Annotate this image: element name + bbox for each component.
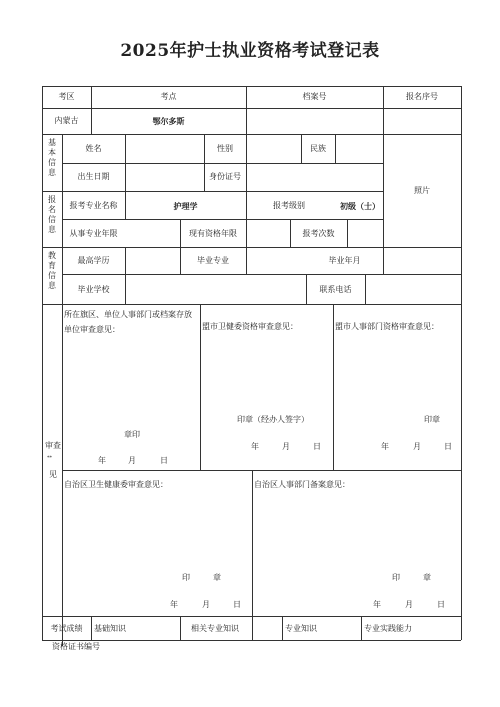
region-health-day: 日 [233,600,241,609]
hr-year: 年 [381,442,389,451]
gender-label: 性别 [217,144,233,153]
grad-major-label: 毕业专业 [197,256,229,265]
certificate-number-label: 资格证书编号 [52,642,100,651]
health-year: 年 [251,442,259,451]
hr-seal: 印章 [424,415,440,424]
region-health-month: 月 [202,600,210,609]
ethnicity-label: 民族 [310,144,326,153]
school-label: 毕业学校 [77,285,110,294]
unit-day: 日 [160,456,168,465]
region-hr-seal-zhang: 章 [423,573,431,582]
hr-review-title: 盟市人事部门资格审查意见： [335,322,439,331]
region-health-seal-yin: 印 [182,573,190,582]
health-day: 日 [313,442,321,451]
unit-month: 月 [128,456,136,465]
health-seal: 印章（经办人签字） [237,415,309,424]
exam-attempts-label: 报考次数 [302,229,335,238]
professional-knowledge-label: 专业知识 [285,624,317,633]
review-side-label-2: 见 [49,470,57,479]
region-health-year: 年 [170,600,178,609]
hr-day: 日 [444,442,452,451]
region-health-title: 自治区卫生健康委审查意见： [64,480,168,489]
review-side-mark: ** [47,455,52,461]
region-hr-year: 年 [373,600,381,609]
grad-date-label: 毕业年月 [328,256,361,265]
kaoqu-value: 内蒙古 [54,116,79,125]
hr-month: 月 [413,442,421,451]
qualification-years-label: 现有资格年限 [189,229,237,238]
edu-section-label: 教育信息 [48,251,56,290]
health-review-title: 盟市卫健委资格审查意见： [202,322,298,331]
archive-number-label: 档案号 [302,92,327,101]
unit-review-title-2: 单位审查意见： [64,325,120,334]
unit-review-title-1: 所在旗区、单位人事部门或档案存放 [64,310,192,319]
photo-label: 照片 [414,186,430,195]
exam-results-label: 考试成绩 [50,624,83,633]
level-value: 初级（士） [340,201,380,211]
health-month: 月 [282,442,290,451]
kaoqu-label: 考区 [58,92,75,101]
degree-label: 最高学历 [77,256,110,265]
unit-year: 年 [98,456,106,465]
id-number-label: 身份证号 [209,172,241,181]
level-label: 报考级别 [273,201,305,210]
birthdate-label: 出生日期 [77,172,110,181]
kaodian-label: 考点 [160,92,177,101]
basic-section-label: 基本信息 [48,138,56,177]
phone-label: 联系电话 [319,285,352,294]
apply-section-label: 报名信息 [48,195,56,234]
region-hr-month: 月 [405,600,413,609]
work-years-label: 从事专业年限 [69,229,118,238]
form-title: 2025年护士执业资格考试登记表 [120,41,380,61]
unit-seal: 章印 [124,430,140,439]
name-label: 姓名 [85,144,102,153]
major-value: 护理学 [173,201,198,211]
region-hr-day: 日 [437,600,445,609]
registration-seq-label: 报名序号 [406,92,438,101]
region-health-seal-zhang: 章 [213,573,221,582]
practice-ability-label: 专业实践能力 [364,624,412,633]
review-side-label: 审查 [45,441,61,450]
basic-knowledge-label: 基础知识 [94,624,126,633]
kaodian-value: 鄂尔多斯 [152,116,185,126]
region-hr-title: 自治区人事部门备案意见： [254,480,350,489]
related-knowledge-label: 相关专业知识 [191,624,239,633]
major-label: 报考专业名称 [69,201,118,210]
region-hr-seal-yin: 印 [392,573,400,582]
